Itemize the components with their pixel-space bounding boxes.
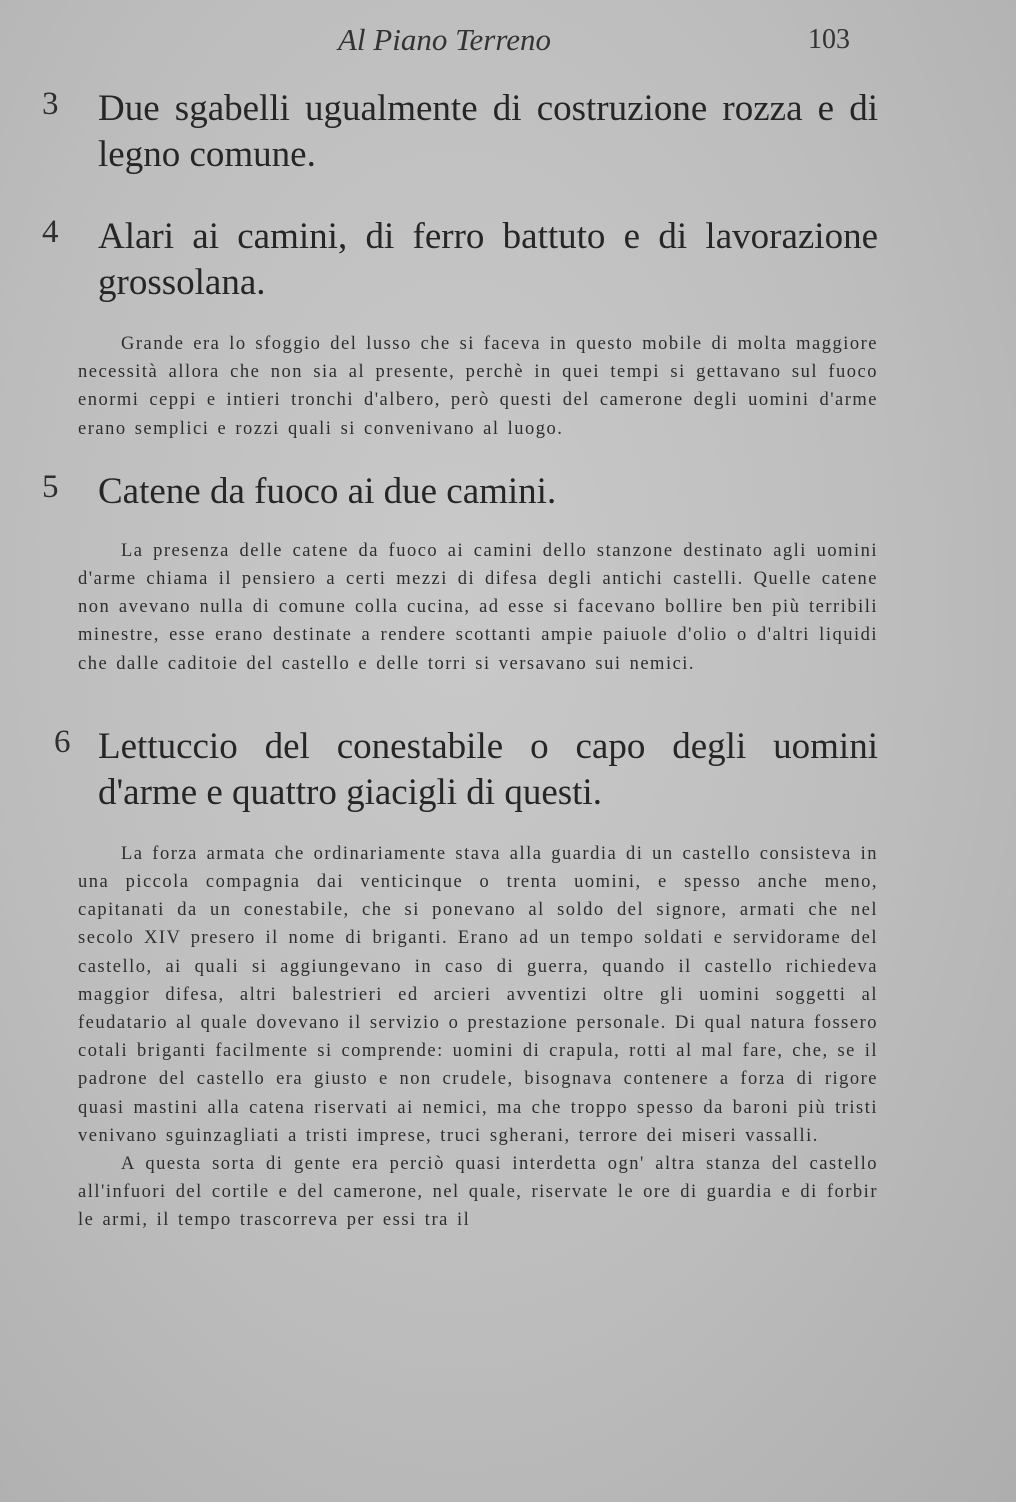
- entry-6: [54, 723, 878, 1235]
- entry-paragraph: Grande era lo sfoggio del lusso che si faceva in questo mobile di molta maggiore necessità allora che non sia al presente, perchè in quei tempi si gettavano sul fuoco enormi ceppi e intieri tronchi d'albero, però questi del camerone degli uomini d'arme erano semplici e rozzi quali si convenivano al luogo.: [78, 334, 878, 439]
- entry-3: [42, 86, 878, 178]
- page-header: [0, 14, 1016, 64]
- entry-number: 6: [54, 723, 71, 760]
- entry-title: [78, 214, 878, 306]
- entry-paragraph: La forza armata che ordinariamente stava alla guardia di un castello consisteva in una piccola compagnia dai venticinque o trenta uomini, e spesso anche meno, capitanati da un conestabile, che si ponevano al soldo del signore, armati che nel secolo XIV presero il nome di briganti. Erano ad un tempo soldati e servidorame del castello, ai quali si aggiungevano in caso di guerra, quando il castello richiedeva maggior difesa, altri balestrieri ed arcieri avventizi oltre gli uomini soggetti al feudatario al quale dovevano il servizio o prestazione personale. Di qual natura fossero cotali briganti facilmente si comprende: uomini di crapula, rotti al mal fare, che, se il padrone del castello era giusto e non crudele, bisognava contenere a forza di rigore quasi mastini alla catena riservati ai nemici, ma che troppo spesso da baroni più tristi venivano sguinzagliati a tristi imprese, truci sgherani, terrore dei miseri vassalli.: [78, 843, 878, 1146]
- entry-number: 3: [42, 86, 59, 122]
- entry-paragraph: A questa sorta di gente era perciò quasi interdetta ogn' altra stanza del castello all'infuori del cortile e del camerone, nel quale, riservate le ore di guardia e di forbir le armi, il tempo trascorreva per essi tra il: [78, 1154, 878, 1231]
- entry-number: 5: [42, 468, 59, 505]
- entry-number: 4: [42, 214, 59, 250]
- entry-title: [78, 86, 878, 178]
- entry-title-text: Lettuccio del conestabile o capo degli uomini d'arme e quattro giacigli di questi.: [98, 725, 878, 813]
- entry-title: [78, 724, 878, 816]
- entry-title: [78, 469, 878, 515]
- page-body: [42, 86, 878, 1235]
- entry-title-text: Due sgabelli ugualmente di costruzione rozza e di legno comune.: [98, 88, 878, 175]
- entry-paragraph: La presenza delle catene da fuoco ai camini dello stanzone destinato agli uomini d'arme chiama il pensiero a certi mezzi di difesa degli antichi castelli. Quelle catene non avevano nulla di comune colla cucina, ad esse si facevano bollire ben più terribili minestre, esse erano destinate a rendere scottanti ampie paiuole d'olio o d'altri liquidi che dalle caditoie del castello e delle torri si versavano sui nemici.: [78, 540, 878, 674]
- entry-title-text: Alari ai camini, di ferro battuto e di lavorazione grossolana.: [98, 216, 878, 303]
- entry-4: [42, 214, 878, 443]
- page-number: 103: [808, 24, 850, 55]
- entry-title-text: Catene da fuoco ai due camini.: [98, 470, 557, 512]
- running-title: Al Piano Terreno: [338, 22, 551, 57]
- entry-5: [42, 468, 878, 678]
